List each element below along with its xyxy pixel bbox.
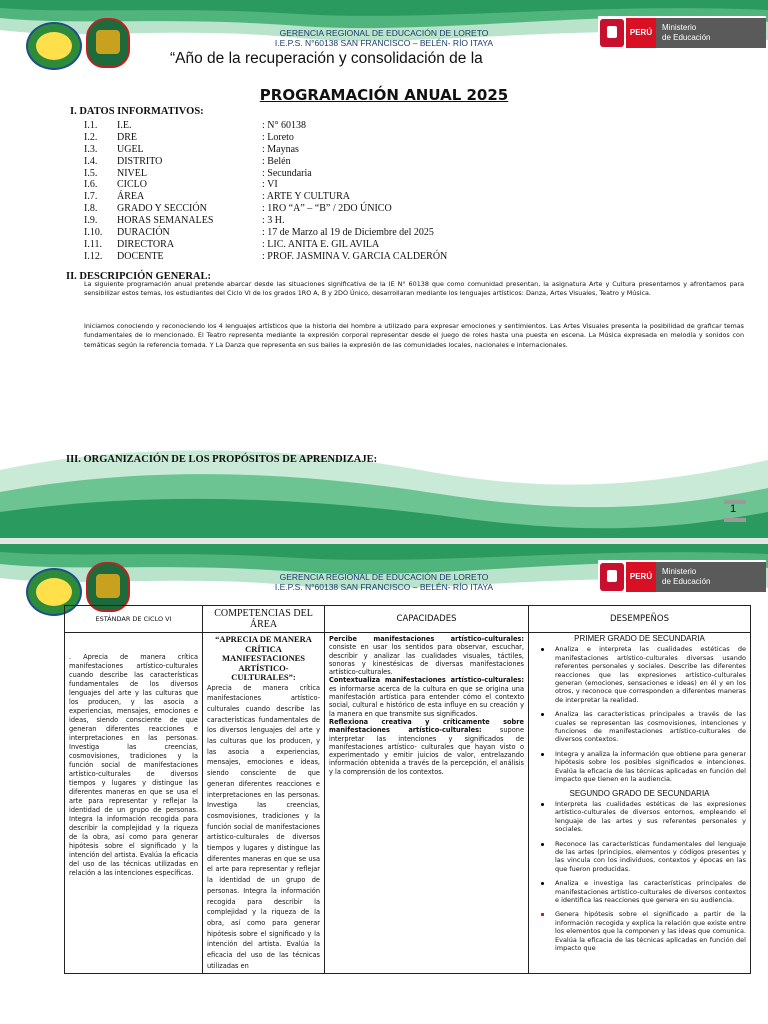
- list-item: Analiza e interpreta las cualidades estéticas de manifestaciones artístico-culturales diversas usando referentes personales y sociales. Describe las diferentes reacciones que las expresiones artístico-culturales generan (emociones, sensaciones e ideas) en él y en los otros, y reconoce que corresponden a diferentes maneras de interpretar la realidad.: [533, 645, 746, 704]
- grade-2-title: SEGUNDO GRADO DE SECUNDARIA: [569, 788, 710, 798]
- description-paragraph-1: La siguiente programación anual pretende abarcar desde las situaciones significativa de la IE N° 60138 que como comunidad presentan, la asignatura Arte y Cultura presentamos y afrontamos para sensibilizar estos temas, los estudiantes del Ciclo VI de los grados 1RO A, B y 2DO Único, desarrollaran mediante los lenguajes artísticos: Danza, Artes Visuales, Teatro y Música.: [84, 280, 744, 298]
- list-item: Genera hipótesis sobre el significado a partir de la información recogida y explica la relación que existe entre los elementos que la componen y las ideas que comunica. Evalúa la eficacia de las técnicas aplicadas en función del impacto que: [533, 910, 746, 952]
- info-number: I.7.: [84, 191, 98, 203]
- info-value: : Belén: [262, 155, 291, 167]
- header-org: GERENCIA REGIONAL DE EDUCACIÓN DE LORETO: [279, 572, 489, 582]
- grade-1-title: PRIMER GRADO DE SECUNDARIA: [574, 634, 705, 643]
- info-label: DURACIÓN: [117, 227, 170, 239]
- info-value: : Maynas: [262, 143, 299, 155]
- ministry-country: PERÚ: [626, 562, 656, 592]
- info-label: DIRECTORA: [117, 238, 175, 250]
- info-label: DOCENTE: [117, 250, 164, 262]
- list-item: Analiza e investiga las características principales de manifestaciones artístico-culturales de diversos contextos e identifica las reacciones que genera en su audiencia.: [533, 879, 746, 904]
- ministry-logo: [598, 16, 766, 50]
- capacity-title: Percibe manifestaciones artístico-culturales:: [329, 635, 524, 643]
- header-school: I.E.P.S. N°60138 SAN FRANCISCO – BELÉN- RÍO ITAYA: [274, 38, 494, 48]
- page-number: 1: [730, 503, 737, 515]
- info-number: I.1.: [84, 120, 98, 131]
- info-value: : PROF. JASMINA V. GARCIA CALDERÓN: [262, 250, 448, 262]
- info-value: : ARTE Y CULTURA: [262, 191, 351, 203]
- grade-1-list: [533, 645, 746, 783]
- info-number: I.12.: [84, 250, 103, 262]
- list-item: Analiza las características principales a través de las cuales se representan las cosmovisiones, intenciones y funciones de manifestaciones artístico-culturales de diversos contextos.: [533, 710, 746, 744]
- page-title: PROGRAMACIÓN ANUAL 2025: [259, 86, 509, 104]
- info-value: : VI: [262, 179, 278, 191]
- header-performances: DESEMPEÑOS: [529, 606, 751, 633]
- capacities-cell: [325, 633, 529, 974]
- capacity-item: [329, 718, 524, 776]
- info-number: I.11.: [84, 238, 102, 250]
- info-value: : 1RO “A” – “B” / 2DO ÚNICO: [262, 203, 392, 215]
- capacity-item: [329, 676, 524, 717]
- header-standard: ESTÁNDAR DE CICLO VI: [65, 606, 203, 633]
- info-value: : Secundaria: [262, 167, 312, 179]
- section-3-heading: III. ORGANIZACIÓN DE LOS PROPÓSITOS DE APRENDIZAJE:: [66, 454, 378, 465]
- info-label: UGEL: [117, 143, 144, 155]
- page-2: [0, 544, 768, 1024]
- competence-title: “APRECIA DE MANERA CRÍTICA MANIFESTACIONES ARTÍSTICO-CULTURALES”:: [215, 634, 312, 682]
- info-number: I.10.: [84, 227, 103, 239]
- info-number: I.8.: [84, 203, 98, 215]
- year-motto: “Año de la recuperación y consolidación de la: [170, 50, 483, 67]
- capacity-text: consiste en usar los sentidos para observar, escuchar, describir y analizar las cualidades visuales, táctiles, sonoras y kinestésicas de diversas manifestaciones artístico-culturales.: [329, 643, 524, 677]
- capacity-title: Reflexiona creativa y críticamente sobre manifestaciones artístico-culturales:: [329, 717, 524, 735]
- performances-cell: [529, 633, 751, 974]
- standard-cell: . Aprecia de manera crítica manifestaciones artístico-culturales cuando describe las características fundamentales de los diversos lenguajes del arte y las culturas que los producen, y las asocia a experiencias, mensajes, emociones e ideas, siendo consciente de que generan diferentes reacciones e interpretaciones en las personas. Investiga las creencias, cosmovisiones, tradiciones y la función social de manifestaciones artístico-culturales de diversos tiempos y lugares y distingue las diferentes maneras en que se usa el arte para representar y reflejar la identidad de un grupo de personas. Integra la información recogida para describir la complejidad y la riqueza de la obra, así como para generar hipótesis sobre el significado y la intención del artista. Evalúa la eficacia del uso de las técnicas utilizadas en relación a las intenciones específicas.: [65, 633, 203, 974]
- info-number: I.5.: [84, 167, 98, 179]
- header-school: I.E.P.S. N°60138 SAN FRANCISCO – BELÉN- RÍO ITAYA: [274, 582, 494, 592]
- competence-text: Aprecia de manera crítica manifestaciones artístico-culturales cuando describe las características fundamentales de los diversos lenguajes del arte y las culturas que los producen, y las asocia a experiencias, mensajes, emociones e ideas, siendo consciente de que generan diferentes reacciones e interpretaciones en las personas. Investiga las creencias, cosmovisiones, tradiciones y la función social de manifestaciones artístico-culturales de diversos tiempos y lugares y distingue las diferentes maneras en que se usa el arte para representar y reflejar la identidad de un grupo de personas. Integra la información recogida para describir la complejidad y la riqueza de la obra, así como para generar hipótesis sobre el significado y la intención del artista. Evalúa la eficacia del uso de las técnicas utilizadas en: [207, 683, 320, 970]
- capacity-text: supone interpretar las intenciones y significados de manifestaciones artístico- culturales que hayan visto o experimentado y emitir juicios de valor, entrelazando información obtenida a través de la percepción, el análisis y la comprensión de los contextos.: [329, 726, 525, 776]
- header-competencies: COMPETENCIAS DEL ÁREA: [203, 606, 325, 633]
- peru-shield-icon: [600, 19, 624, 47]
- ministry-name: Ministerio de Educación: [656, 18, 766, 48]
- info-value: : 3 H.: [262, 215, 285, 227]
- ministry-name: Ministerio de Educación: [656, 562, 766, 592]
- table-row: [65, 633, 751, 974]
- peru-shield-icon: [600, 563, 624, 591]
- header-org: GERENCIA REGIONAL DE EDUCACIÓN DE LORETO: [279, 28, 489, 38]
- description-paragraph-2: Iniciamos conociendo y reconociendo los 4 lenguajes artísticos que la historia del hombre a utilizado para expresar emociones y sentimientos. Las Artes Visuales presenta la posibilidad de graficar temas fundamentales de lo mencionado. El Teatro representa mediante la expresión corporal representar desde el juego de roles hasta una puesta en escena. La Música expresada en melodía y sonidos con temáticas según la referencia tomada. Y La Danza que representa en sus bailes la expresión de las comunidades locales, nacionales e internacionales.: [84, 322, 744, 349]
- grade-2-list: [533, 800, 746, 953]
- info-label: HORAS SEMANALES: [117, 215, 214, 227]
- info-value: : Loreto: [262, 131, 294, 143]
- info-label: ÁREA: [117, 191, 145, 203]
- list-item: Integra y analiza la información que obtiene para generar hipótesis sobre los posibles significados e intenciones. Evalúa la eficacia de las técnicas aplicadas en función del impacto que tienen en la audiencia.: [533, 750, 746, 784]
- competence-cell: [203, 633, 325, 974]
- table-header-row: [65, 606, 751, 633]
- info-value: : N° 60138: [262, 120, 306, 131]
- list-item: Interpreta las cualidades estéticas de las expresiones artístico-culturales de diversos entornos, empleando el lenguaje de las artes y sus referentes personales y sociales.: [533, 800, 746, 834]
- info-label: CICLO: [117, 179, 147, 191]
- info-label: DISTRITO: [117, 155, 163, 167]
- info-number: I.6.: [84, 179, 98, 191]
- info-label: DRE: [117, 131, 137, 143]
- section-2-heading: II. DESCRIPCIÓN GENERAL:: [66, 271, 211, 282]
- info-value: : LIC. ANITA E. GIL AVILA: [262, 238, 380, 250]
- info-label: NIVEL: [117, 167, 147, 179]
- ministry-logo: [598, 560, 766, 594]
- capacity-text: es informarse acerca de la cultura en que se origina una manifestación artística para entender cómo el contexto social, cultural e histórico de esta influye en su creación y la manera en que transmite sus significados.: [329, 684, 524, 718]
- list-item: Reconoce las características fundamentales del lenguaje de las artes (principios, elementos y códigos presentes y las vincula con los individuos, contextos y épocas en las que fueron producidas.: [533, 840, 746, 874]
- capacity-item: [329, 635, 524, 676]
- info-value: : 17 de Marzo al 19 de Diciembre del 2025: [262, 227, 434, 239]
- learning-purposes-table: [64, 605, 751, 974]
- page-number-bar-bottom: [724, 518, 746, 522]
- info-number: I.9.: [84, 215, 98, 227]
- info-label: I.E.: [117, 120, 132, 131]
- info-number: I.3.: [84, 143, 98, 155]
- section-1-heading: I. DATOS INFORMATIVOS:: [70, 106, 204, 117]
- ministry-country: PERÚ: [626, 18, 656, 48]
- info-label: GRADO Y SECCIÓN: [117, 203, 207, 215]
- capacity-title: Contextualiza manifestaciones artístico-culturales:: [329, 676, 524, 685]
- info-number: I.2.: [84, 131, 98, 143]
- header-capacities: CAPACIDADES: [325, 606, 529, 633]
- info-number: I.4.: [84, 155, 98, 167]
